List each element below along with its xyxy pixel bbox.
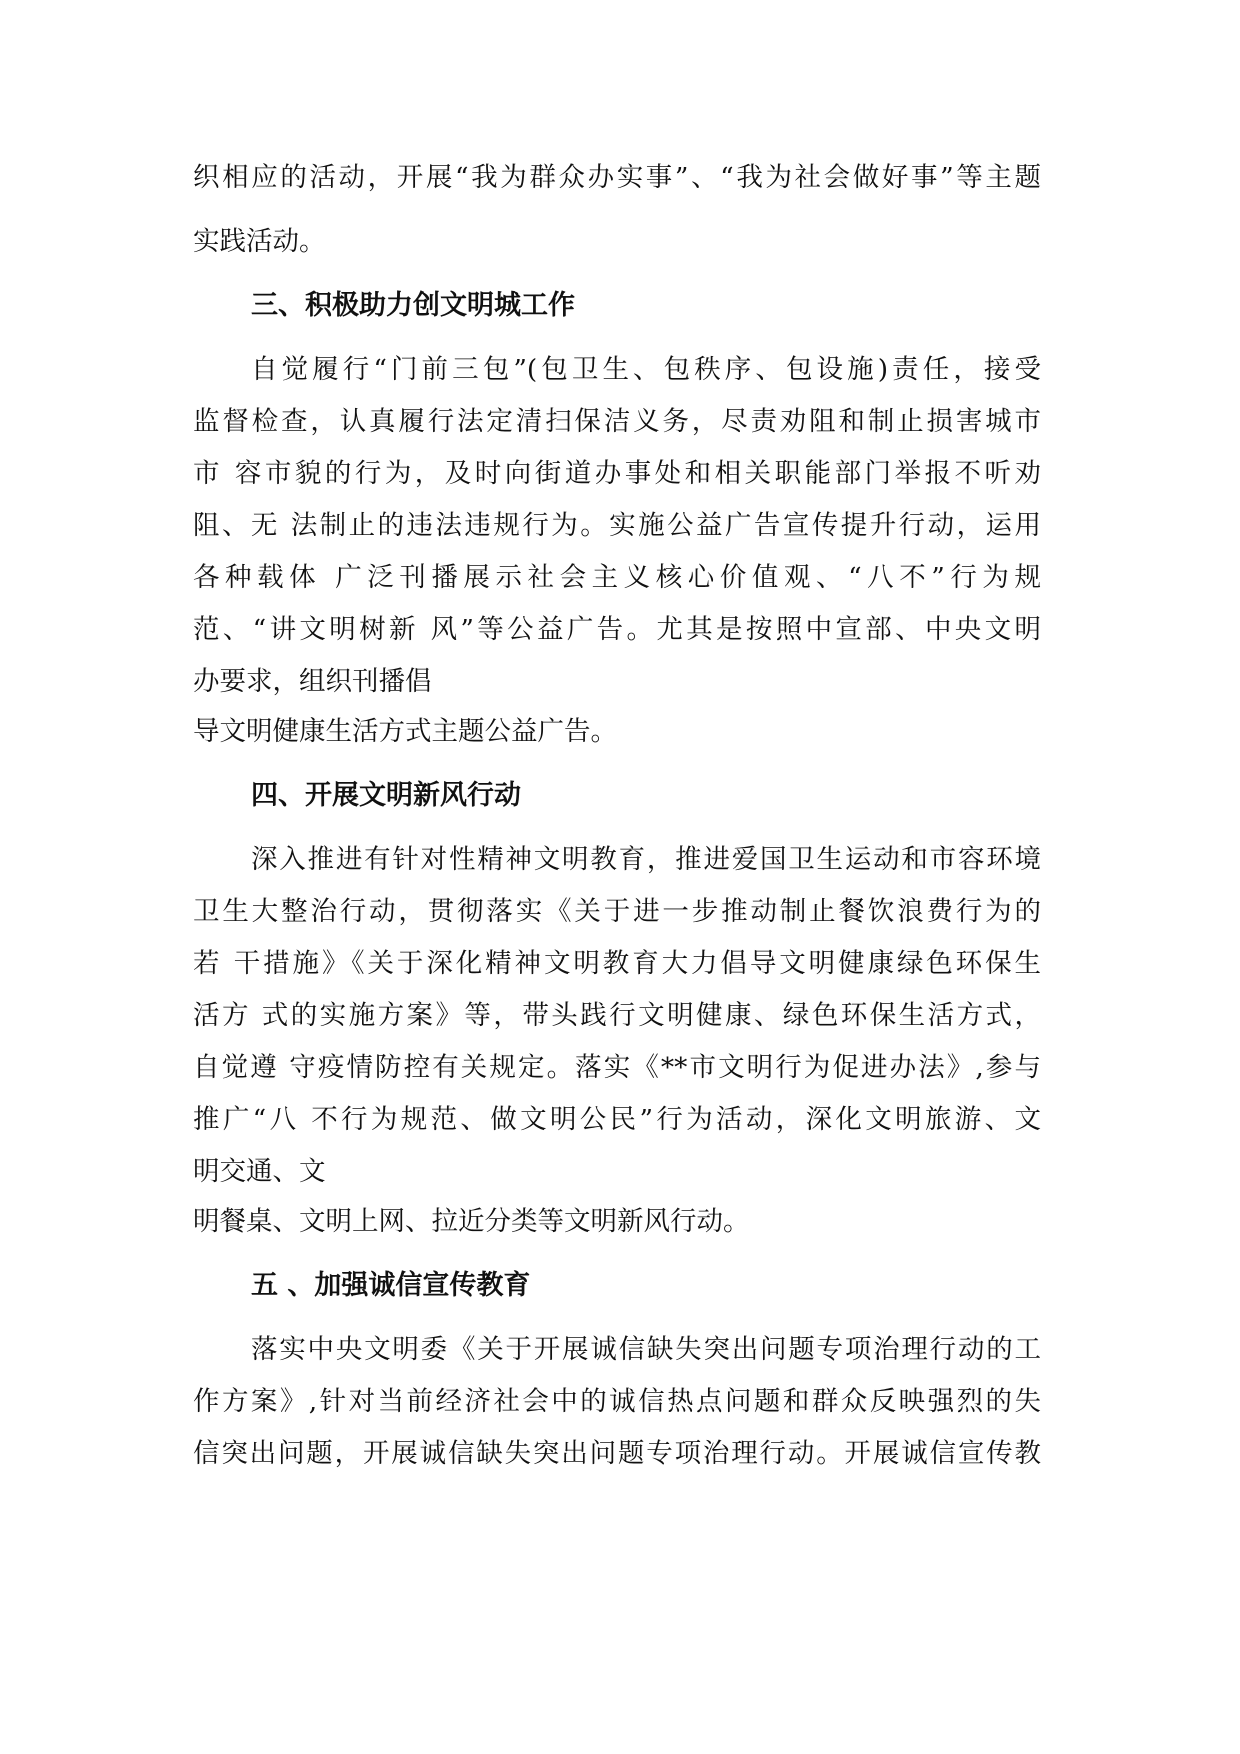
paragraph-line: 明餐桌、文明上网、拉近分类等文明新风行动。 — [193, 1206, 750, 1237]
section-heading: 五 、加强诚信宣传教育 — [251, 1270, 531, 1301]
paragraph-line: 活方 式的实施方案》等，带头践行文明健康、绿色环保生活方式， — [193, 1000, 1041, 1031]
paragraph-line: 实践活动。 — [193, 226, 326, 257]
paragraph-line: 范、“讲文明树新 风”等公益广告。尤其是按照中宣部、中央文明 — [193, 614, 1041, 645]
section-heading: 四、开展文明新风行动 — [251, 780, 521, 811]
section-heading: 三、积极助力创文明城工作 — [251, 290, 575, 321]
paragraph-line: 各种载体 广泛刊播展示社会主义核心价值观、“八不”行为规 — [193, 562, 1041, 593]
paragraph-line: 若 干措施》《关于深化精神文明教育大力倡导文明健康绿色环保生 — [193, 948, 1041, 979]
paragraph-line: 推广“八 不行为规范、做文明公民”行为活动，深化文明旅游、文 — [193, 1104, 1041, 1135]
paragraph-line: 织相应的活动，开展“我为群众办实事”、“我为社会做好事”等主题 — [193, 162, 1041, 193]
paragraph-line: 卫生大整治行动，贯彻落实《关于进一步推动制止餐饮浪费行为的 — [193, 896, 1041, 927]
paragraph-line: 信突出问题，开展诚信缺失突出问题专项治理行动。开展诚信宣传教 — [193, 1438, 1041, 1469]
paragraph-line: 落实中央文明委《关于开展诚信缺失突出问题专项治理行动的工 — [251, 1334, 1041, 1365]
paragraph-line: 导文明健康生活方式主题公益广告。 — [193, 716, 617, 747]
paragraph-line: 办要求，组织刊播倡 — [193, 666, 432, 697]
paragraph-line: 阻、无 法制止的违法违规行为。实施公益广告宣传提升行动，运用 — [193, 510, 1041, 541]
paragraph-line: 自觉履行“门前三包”(包卫生、包秩序、包设施)责任，接受 — [251, 354, 1041, 385]
paragraph-line: 市 容市貌的行为，及时向街道办事处和相关职能部门举报不听劝 — [193, 458, 1041, 489]
paragraph-line: 监督检查，认真履行法定清扫保洁义务，尽责劝阻和制止损害城市 — [193, 406, 1041, 437]
paragraph-line: 自觉遵 守疫情防控有关规定。落实《**市文明行为促进办法》,参与 — [193, 1052, 1041, 1083]
paragraph-line: 深入推进有针对性精神文明教育，推进爱国卫生运动和市容环境 — [251, 844, 1041, 875]
paragraph-line: 明交通、文 — [193, 1156, 326, 1187]
paragraph-line: 作方案》,针对当前经济社会中的诚信热点问题和群众反映强烈的失 — [193, 1386, 1041, 1417]
